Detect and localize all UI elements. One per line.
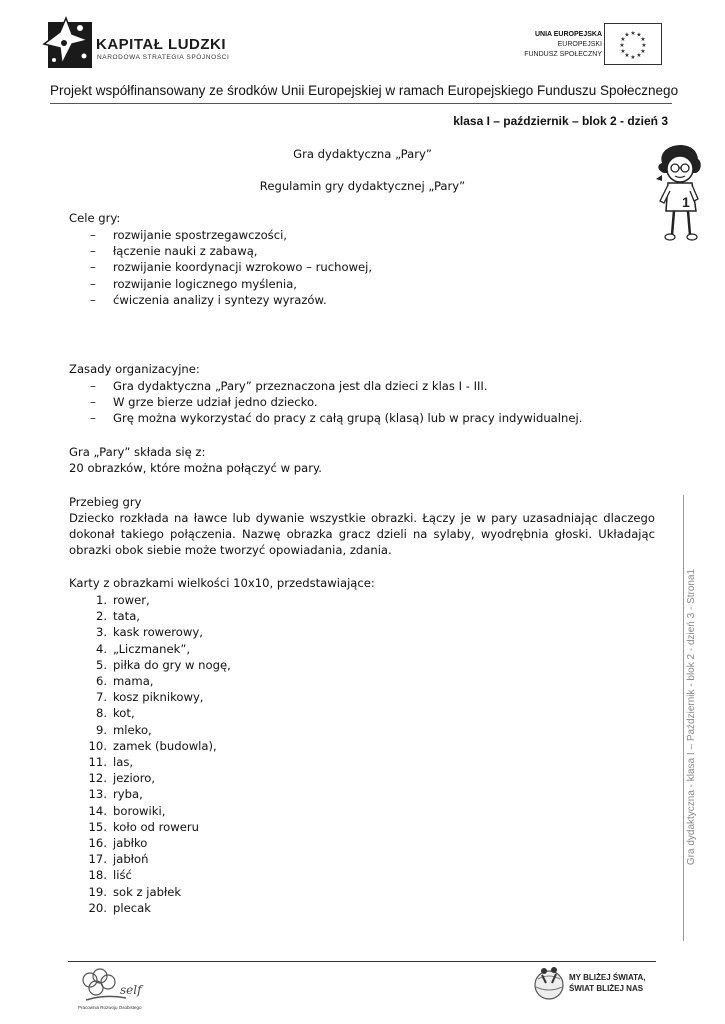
card-number: 20. [88, 900, 107, 915]
card-number: 1. [95, 593, 107, 607]
svg-text:★: ★ [636, 31, 642, 39]
card-number: 14. [88, 803, 107, 818]
goal-item: – ćwiczenia analizy i syntezy wyrazów. [90, 292, 372, 308]
goal-item: – rozwijanie koordynacji wzrokowo – ruchowej, [90, 259, 372, 275]
card-item [86, 884, 231, 900]
card-label: ryba, [113, 787, 143, 802]
card-number: 15. [88, 819, 107, 834]
rules-list [90, 378, 582, 427]
document-title: Gra dydaktyczna „Pary” [293, 147, 432, 161]
card-label: kot, [113, 706, 135, 721]
card-label: jezioro, [113, 771, 156, 786]
card-item [86, 608, 231, 624]
card-item [86, 786, 231, 802]
card-item [86, 851, 231, 867]
goal-item: – rozwijanie logicznego myślenia, [90, 276, 372, 292]
card-label: mama, [113, 674, 154, 689]
card-label: jabłko [113, 836, 148, 851]
card-number: 17. [88, 852, 107, 867]
svg-text:★: ★ [636, 52, 642, 59]
svg-text:★: ★ [640, 36, 646, 43]
card-label: mleko, [113, 722, 152, 737]
card-number: 4. [95, 641, 107, 656]
footer-divider [68, 961, 656, 962]
card-number: 6. [95, 674, 107, 689]
ue-line-1: EUROPEJSKI [557, 41, 602, 48]
document-subtitle: Regulamin gry dydaktycznej „Pary” [259, 179, 466, 193]
card-item [86, 754, 231, 770]
card-number: 7. [95, 690, 107, 705]
svg-text:★: ★ [630, 30, 636, 37]
card-label: rower, [113, 593, 150, 607]
card-item [86, 722, 231, 738]
composition-line-2: 20 obrazków, które można połączyć w pary. [69, 461, 322, 475]
globe-people-icon [532, 965, 566, 1003]
ue-text-block [508, 30, 602, 60]
card-label: sok z jabłek [113, 884, 182, 899]
goals-list [90, 227, 372, 308]
svg-text:★: ★ [624, 52, 630, 59]
card-number: 10. [88, 738, 107, 753]
svg-text:★: ★ [619, 42, 625, 49]
goals-heading: Cele gry: [69, 211, 121, 225]
svg-text:★: ★ [641, 42, 647, 49]
kapital-ludzki-title: KAPITAŁ LUDZKI [96, 36, 227, 53]
svg-text:★: ★ [620, 36, 626, 43]
svg-text:★: ★ [620, 48, 626, 55]
card-item [86, 867, 231, 883]
card-item [86, 819, 231, 835]
card-label: liść [113, 868, 132, 883]
rules-heading: Zasady organizacyjne: [69, 362, 200, 376]
card-item [86, 738, 231, 754]
my-blizej-line-1: MY BLIŻEJ ŚWIATA, [569, 973, 646, 982]
card-number: 11. [88, 755, 107, 770]
goal-item: – łączenie nauki z zabawą, [90, 243, 372, 259]
card-item [86, 657, 231, 673]
card-label: zamek (budowla), [113, 738, 217, 753]
card-label: kask rowerowy, [113, 625, 203, 640]
card-number: 19. [88, 884, 107, 899]
card-item [86, 770, 231, 786]
composition-line-1: Gra „Pary” składa się z: [69, 445, 206, 459]
card-number: 2. [95, 609, 107, 624]
rule-item: – Grę można wykorzystać do pracy z całą grupą (klasą) lub w pracy indywidualnej. [90, 410, 582, 426]
card-item [86, 624, 231, 640]
mascot-number: 1 [682, 194, 690, 210]
side-footer-text: Gra dydaktyczna - klasa I – Październik - blok 2 - dzień 3 - Strona1 [686, 568, 697, 866]
card-number: 16. [88, 836, 107, 851]
card-item [86, 689, 231, 705]
card-number: 18. [88, 868, 107, 883]
card-label: „Liczmanek”, [113, 641, 191, 656]
card-label: plecak [113, 900, 151, 915]
card-item [86, 592, 231, 608]
card-item [86, 900, 231, 916]
card-number: 9. [95, 722, 107, 737]
my-blizej-swiata-logo-text [569, 972, 645, 994]
card-item [86, 705, 231, 721]
card-number: 8. [95, 706, 107, 721]
card-number: 12. [88, 771, 107, 786]
my-blizej-line-2: ŚWIAT BLIŻEJ NAS [569, 984, 644, 993]
svg-text:★: ★ [630, 54, 636, 61]
header-divider [50, 103, 672, 104]
card-label: tata, [113, 609, 140, 624]
project-cofinancing-line: Projekt współfinansowany ze środków Unii Europejskiej w ramach Europejskiego Funduszu Społecznego [50, 83, 679, 98]
goal-item: – rozwijanie spostrzegawczości, [90, 227, 372, 243]
card-item [86, 835, 231, 851]
svg-text:★: ★ [640, 48, 646, 55]
self-logo-caption: Pracownia Rozwoju Osobistego [78, 1005, 142, 1010]
card-label: kosz piknikowy, [113, 690, 204, 705]
card-item [86, 803, 231, 819]
cards-list [86, 592, 231, 916]
card-label: jabłoń [113, 852, 149, 867]
card-label: borowiki, [113, 803, 166, 818]
kapital-ludzki-logo [40, 14, 100, 76]
ue-title: UNIA EUROPEJSKA [534, 31, 602, 38]
class-info: klasa I – październik – blok 2 - dzień 3 [453, 114, 668, 128]
side-footer [684, 494, 700, 940]
card-label: koło od roweru [113, 819, 199, 834]
rule-item: – W grze bierze udział jedno dziecko. [90, 394, 582, 410]
card-label: las, [113, 755, 134, 770]
card-number: 5. [95, 657, 107, 672]
card-label: piłka do gry w nogę, [113, 657, 231, 672]
svg-text:self: self [120, 983, 142, 997]
course-heading: Przebieg gry [69, 495, 142, 509]
card-item [86, 673, 231, 689]
svg-text:★: ★ [624, 31, 630, 39]
card-number: 13. [88, 787, 107, 802]
card-item [86, 641, 231, 657]
kapital-ludzki-subtitle: NARODOWA STRATEGIA SPÓJNOŚCI [97, 54, 230, 61]
rule-item: – Gra dydaktyczna „Pary” przeznaczona jest dla dzieci z klas I - III. [90, 378, 582, 394]
card-number: 3. [95, 625, 107, 640]
course-paragraph: Dziecko rozkłada na ławce lub dywanie wszystkie obrazki. Łączy je w pary uzasadniając dlaczego dokonał takiego połączenia. Nazwę obrazka gracz dzieli na sylaby, wyodrębnia głoski. Układając obrazki obok siebie może tworzyć opowiadania, zdania. [69, 511, 655, 558]
cards-heading: Karty z obrazkami wielkości 10x10, przedstawiające: [69, 576, 375, 590]
ue-line-2: FUNDUSZ SPOŁECZNY [524, 51, 602, 58]
eu-flag-icon [604, 23, 662, 65]
